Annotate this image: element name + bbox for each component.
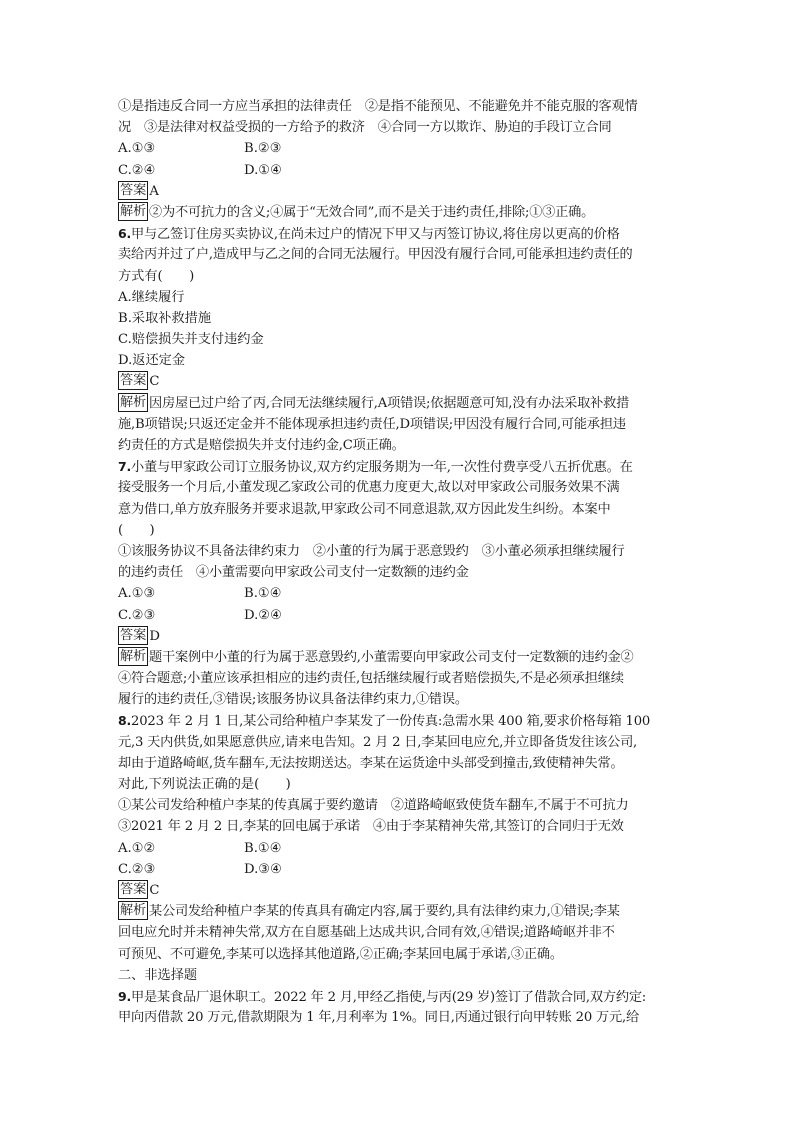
q7-stem-line	[118, 456, 678, 477]
question-5	[118, 96, 678, 223]
q6-analysis-line: 施,B项错误;只返还定金并不能体现承担违约责任,D项错误;甲因没有履行合同,可能承担违	[118, 416, 626, 432]
q7-option-c: C.②③	[118, 607, 156, 623]
q6-analysis-line: 约责任的方式是赔偿损失并支付违约金,C项正确。	[118, 438, 405, 453]
q6-option-d: D.返还定金	[118, 353, 186, 369]
q7-statement-line: 的违约责任 ④小董需要向甲家政公司支付一定数额的违约金	[118, 565, 469, 581]
analysis-label-box: 解析	[120, 648, 146, 664]
q7-analysis-line: 履行的违约责任,③错误;该服务协议具备法律约束力,①错误。	[118, 692, 468, 708]
q7-analysis-text: 题干案例中小董的行为属于恶意毁约,小董需要向甲家政公司支付一定数额的违约金②	[148, 649, 634, 665]
q8-analysis-text: 某公司发给种植户李某的传真具有确定内容,属于要约,具有法律约束力,①错误;李某	[148, 904, 620, 920]
q6-stem-line: 方式有( )	[118, 268, 195, 284]
analysis-label-box: 解析	[120, 394, 146, 410]
question-9	[118, 986, 678, 1028]
q8-statement-line: ③2021 年 2 月 2 日,李某的回电属于承诺 ④由于李某精神失常,其签订的合同归于无效	[118, 819, 624, 835]
q7-option-a: A.①③	[118, 586, 156, 602]
q6-option-a: A.继续履行	[118, 289, 185, 305]
q5-options-row	[118, 160, 678, 181]
q8-options-row	[118, 838, 678, 859]
question-7	[118, 456, 678, 710]
q6-stem-text: 甲与乙签订住房买卖协议,在尚未过户的情况下甲又与丙签订协议,将住房以更高的价格	[131, 227, 620, 243]
q8-option-a: A.①②	[118, 840, 156, 856]
q7-options-row	[118, 605, 678, 626]
q5-analysis-text: ②为不可抗力的含义;④属于“无效合同”,而不是关于违约责任,排除;①③正确。	[148, 204, 595, 220]
analysis-label-box: 解析	[120, 903, 146, 919]
q7-statement-line: ①该服务协议不具备法律约束力 ②小董的行为属于恶意毁约 ③小董必须承担继续履行	[118, 543, 625, 559]
q5-answer	[118, 181, 678, 202]
q5-option-a: A.①③	[118, 141, 156, 157]
q5-option-d: D.①④	[244, 162, 282, 178]
q6-answer-value: C	[149, 374, 160, 390]
q6-analysis-text: 因房屋已过户给了丙,合同无法继续履行,A项错误;依据题意可知,没有办法采取补救措	[148, 395, 630, 411]
question-6	[118, 223, 678, 456]
q9-stem-line: 甲向丙借款 20 万元,借款期限为 1 年,月利率为 1%。同日,丙通过银行向甲转账 20 万元,给	[118, 1010, 639, 1026]
q5-option-c: C.②④	[118, 162, 156, 178]
q6-stem-line: 卖给丙并过了户,造成甲与乙之间的合同无法履行。甲因没有履行合同,可能承担违约责任的	[118, 247, 633, 263]
q8-answer	[118, 880, 678, 901]
q7-options-row	[118, 583, 678, 604]
q8-statement-line: ①某公司发给种植户李某的传真属于要约邀请 ②道路崎岖致使货车翻车,不属于不可抗力	[118, 798, 629, 814]
q7-number: 7.	[118, 459, 132, 475]
q8-stem-line: 对此,下列说法正确的是( )	[118, 777, 291, 792]
q7-stem-text: 小董与甲家政公司订立服务协议,双方约定服务期为一年,一次性付费享受八五折优惠。在	[131, 460, 633, 476]
question-8	[118, 710, 678, 964]
analysis-label-box: 解析	[120, 203, 146, 219]
q8-analysis-line: 可预见、不可避免,李某可以选择其他道路,②正确;李某回电属于承诺,③正确。	[118, 946, 563, 962]
q8-answer-value: C	[149, 882, 160, 898]
q8-analysis	[118, 901, 678, 922]
answer-label-box: 答案	[120, 182, 147, 198]
q5-answer-value: A	[149, 183, 159, 199]
q5-options-row	[118, 138, 678, 159]
q8-stem-line: 却由于道路崎岖,货车翻车,无法按期送达。李某在运货途中头部受到撞击,致使精神失常。	[118, 755, 624, 771]
section-title: 二、非选择题	[118, 967, 198, 983]
q8-number: 8.	[118, 713, 132, 729]
q8-analysis-line: 回电应允时并未精神失常,双方在自愿基础上达成共识,合同有效,④错误;道路崎岖并非不	[118, 925, 615, 941]
q5-analysis	[118, 202, 678, 223]
q6-answer	[118, 371, 678, 392]
q8-options-row	[118, 859, 678, 880]
q7-answer	[118, 626, 678, 647]
q7-option-b: B.①④	[244, 586, 282, 602]
q6-stem-line	[118, 223, 678, 244]
document-page	[118, 96, 678, 1028]
q7-stem-line: 接受服务一个月后,小董发现乙家政公司的优惠力度更大,故以对甲家政公司服务效果不满	[118, 480, 620, 496]
q7-analysis-line: ④符合题意;小董应该承担相应的违约责任,包括继续履行或者赔偿损失,不是必须承担继续	[118, 671, 624, 687]
q6-number: 6.	[118, 226, 132, 242]
q7-analysis	[118, 647, 678, 668]
q7-answer-value: D	[149, 628, 160, 644]
q6-analysis	[118, 393, 678, 414]
q8-option-b: B.①④	[244, 840, 282, 856]
q8-stem-text: 2023 年 2 月 1 日,某公司给种植户李某发了一份传真:急需水果 400 箱,要求价格每箱 100	[131, 714, 651, 730]
q6-option-b: B.采取补救措施	[118, 310, 212, 326]
q8-stem-line	[118, 710, 678, 731]
q5-statement-line: ①是指违反合同一方应当承担的法律责任 ②是指不能预见、不能避免并不能克服的客观情	[118, 99, 638, 114]
q8-stem-line: 元,3 天内供货,如果愿意供应,请来电告知。2 月 2 日,李某回电应允,并立即备货发往该公司,	[118, 734, 638, 750]
q9-number: 9.	[118, 988, 132, 1004]
q9-stem-text: 甲是某食品厂退休职工。2022 年 2 月,甲经乙指使,与丙(29 岁)签订了借款合同,双方约定:	[131, 989, 647, 1005]
q5-option-b: B.②③	[244, 141, 282, 157]
answer-label-box: 答案	[120, 627, 147, 643]
q8-option-d: D.③④	[244, 861, 282, 877]
q7-stem-line: ( )	[118, 522, 155, 538]
q9-stem-line	[118, 986, 678, 1007]
q7-option-d: D.②④	[244, 607, 282, 623]
q7-stem-line: 意为借口,单方放弃服务并要求退款,甲家政公司不同意退款,双方因此发生纠纷。本案中	[118, 501, 611, 517]
q6-option-c: C.赔偿损失并支付违约金	[118, 332, 264, 348]
answer-label-box: 答案	[120, 373, 147, 389]
q5-statement-line: 况 ③是法律对权益受损的一方给予的救济 ④合同一方以欺诈、胁迫的手段订立合同	[118, 120, 612, 136]
q8-option-c: C.②③	[118, 861, 156, 877]
answer-label-box: 答案	[120, 881, 147, 897]
